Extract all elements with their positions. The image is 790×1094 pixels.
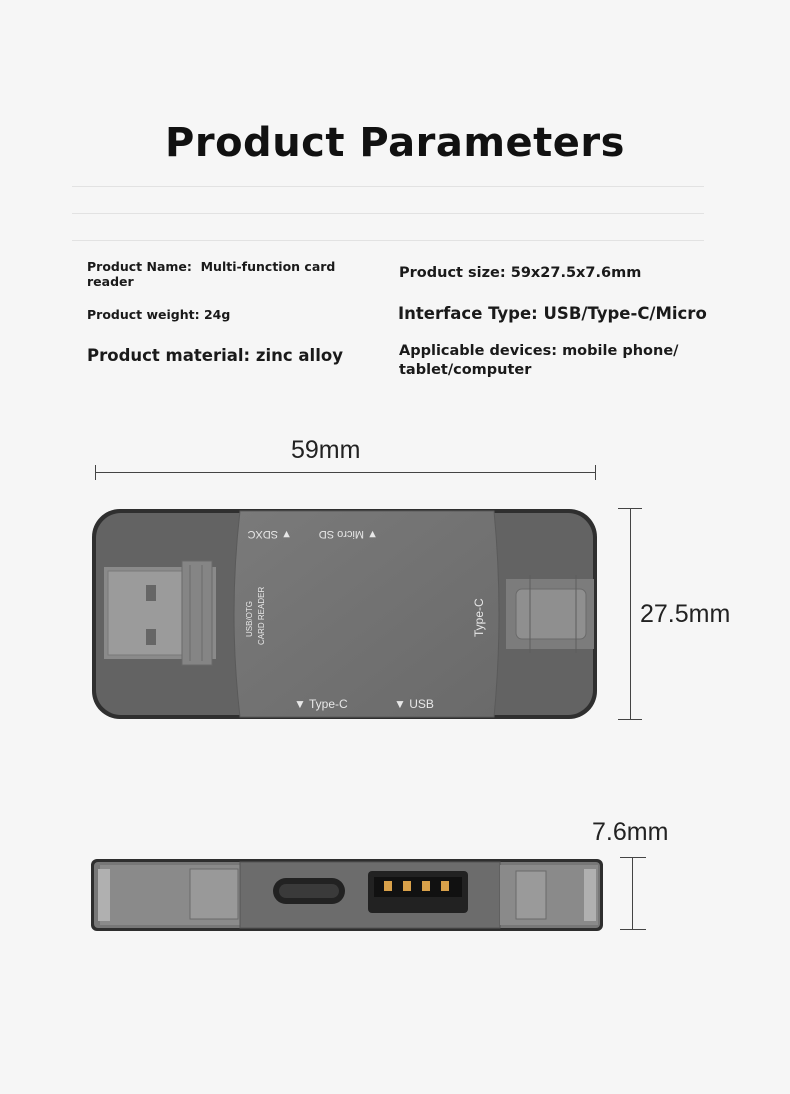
dimension-tick — [618, 719, 642, 720]
dimension-tick — [620, 929, 646, 930]
param-value: Multi-function card reader — [87, 259, 336, 289]
divider — [72, 240, 704, 241]
param-value: mobile phone/ tablet/computer — [399, 343, 679, 378]
param-label: Product size: — [399, 265, 511, 281]
param-label: Product material: — [87, 346, 256, 365]
param-product-size — [399, 264, 641, 283]
param-product-material — [87, 346, 343, 366]
page-title: Product Parameters — [165, 120, 625, 166]
param-value: USB/Type-C/Micro — [543, 304, 707, 323]
param-product-name — [87, 259, 347, 289]
dimension-tick — [620, 857, 646, 858]
device-top-view — [90, 505, 600, 723]
usb-c-connector-icon — [506, 575, 594, 653]
dimension-tick — [595, 465, 596, 480]
param-label: Product Name: — [87, 259, 201, 274]
dimension-tick — [95, 465, 96, 480]
param-label: Applicable devices: — [399, 343, 563, 359]
param-interface-type — [398, 304, 707, 324]
usb-a-connector-icon — [104, 561, 216, 665]
label-brand-line2: CARD READER — [257, 586, 266, 645]
param-label: Interface Type: — [398, 304, 544, 323]
param-value: 24g — [203, 307, 231, 322]
param-value: zinc alloy — [255, 346, 343, 365]
label-sdxc: ▼ SDXC — [247, 528, 292, 540]
dimension-length-line — [95, 472, 596, 473]
label-micro-sd: ▼ Micro SD — [318, 528, 378, 540]
divider — [72, 213, 704, 214]
usb-a-port-icon — [368, 871, 468, 913]
device-side-view — [90, 857, 605, 933]
usb-c-port-icon — [273, 878, 345, 904]
label-type-c-bottom: ▼ Type-C — [294, 697, 348, 711]
label-usb-bottom: ▼ USB — [394, 697, 434, 711]
label-type-c-side: Type-C — [472, 598, 486, 637]
label-brand-line1: USB/OTG — [245, 600, 254, 637]
dimension-length-label: 59mm — [291, 436, 361, 464]
param-label: Product weight: — [87, 307, 204, 322]
dimension-thickness-line — [632, 857, 633, 929]
dimension-width-line — [630, 508, 631, 719]
divider — [72, 186, 704, 187]
param-applicable-devices — [399, 342, 699, 380]
dimension-width-label: 27.5mm — [640, 600, 731, 628]
dimension-thickness-label: 7.6mm — [592, 818, 669, 846]
param-value: 59x27.5x7.6mm — [510, 265, 642, 281]
param-product-weight — [87, 307, 230, 322]
